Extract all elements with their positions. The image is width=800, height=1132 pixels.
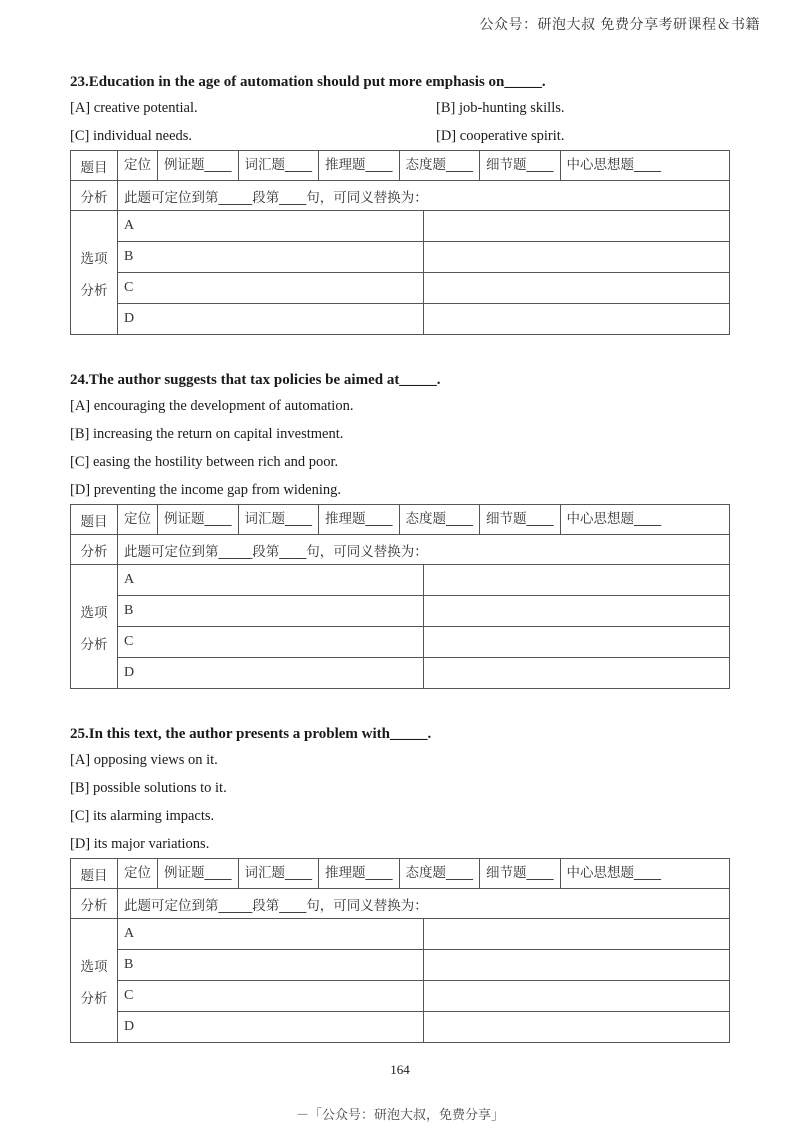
- type-inference[interactable]: 推理题____: [319, 859, 400, 888]
- option-letter-c: C: [118, 627, 424, 658]
- option-b: [B] job-hunting skills.: [436, 100, 565, 116]
- type-example[interactable]: 例证题____: [158, 859, 239, 888]
- option-analysis-a[interactable]: [424, 565, 730, 596]
- option-c: [C] individual needs.: [70, 128, 193, 144]
- label-option-analysis: 选项 分析: [71, 919, 118, 1043]
- analysis-table: [70, 504, 730, 689]
- option-analysis-b[interactable]: [424, 596, 730, 627]
- type-detail[interactable]: 细节题____: [480, 859, 561, 888]
- type-main-idea[interactable]: 中心思想题____: [566, 157, 661, 173]
- option-analysis-b[interactable]: [424, 242, 730, 273]
- option-analysis-c[interactable]: [424, 981, 730, 1012]
- type-locate: 定位: [118, 151, 158, 180]
- footer-watermark-note: －「公众号：研泡大叔，免费分享」: [295, 1108, 504, 1123]
- question-24: [70, 368, 730, 689]
- option-a: [A] creative potential.: [70, 100, 198, 116]
- option-letter-d: D: [118, 658, 424, 689]
- option-analysis-d[interactable]: [424, 658, 730, 689]
- option-d: [D] preventing the income gap from widening.: [70, 482, 341, 498]
- option-d: [D] its major variations.: [70, 836, 210, 852]
- question-title: 24.The author suggests that tax policies be aimed at_____.: [70, 372, 441, 388]
- option-letter-d: D: [118, 1012, 424, 1043]
- option-analysis-c[interactable]: [424, 627, 730, 658]
- type-example[interactable]: 例证题____: [158, 151, 239, 180]
- locate-prompt[interactable]: 此题可定位到第_____段第____句，可同义替换为：: [118, 889, 730, 919]
- option-letter-b: B: [118, 242, 424, 273]
- question-23: [70, 70, 730, 335]
- option-b: [B] possible solutions to it.: [70, 780, 227, 796]
- type-attitude[interactable]: 态度题____: [400, 151, 481, 180]
- option-letter-a: A: [118, 211, 424, 242]
- option-analysis-b[interactable]: [424, 950, 730, 981]
- type-detail[interactable]: 细节题____: [480, 505, 561, 534]
- type-detail[interactable]: 细节题____: [480, 151, 561, 180]
- locate-prompt[interactable]: 此题可定位到第_____段第____句，可同义替换为：: [118, 535, 730, 565]
- locate-prompt[interactable]: 此题可定位到第_____段第____句，可同义替换为：: [118, 181, 730, 211]
- option-letter-b: B: [118, 950, 424, 981]
- option-letter-a: A: [118, 919, 424, 950]
- option-letter-a: A: [118, 565, 424, 596]
- option-letter-c: C: [118, 981, 424, 1012]
- type-main-idea[interactable]: 中心思想题____: [566, 865, 661, 881]
- type-locate: 定位: [118, 505, 158, 534]
- type-inference[interactable]: 推理题____: [319, 505, 400, 534]
- analysis-table: [70, 150, 730, 335]
- option-letter-b: B: [118, 596, 424, 627]
- label-analysis: 分析: [71, 535, 118, 565]
- question-title: 23.Education in the age of automation should put more emphasis on_____.: [70, 74, 546, 90]
- label-question: 题目: [71, 505, 118, 535]
- option-c: [C] easing the hostility between rich and poor.: [70, 454, 339, 470]
- option-letter-d: D: [118, 304, 424, 335]
- type-inference[interactable]: 推理题____: [319, 151, 400, 180]
- label-option-analysis: 选项 分析: [71, 211, 118, 335]
- label-analysis: 分析: [71, 889, 118, 919]
- question-25: [70, 722, 730, 1043]
- type-example[interactable]: 例证题____: [158, 505, 239, 534]
- label-option-analysis: 选项 分析: [71, 565, 118, 689]
- option-analysis-d[interactable]: [424, 304, 730, 335]
- option-letter-c: C: [118, 273, 424, 304]
- type-attitude[interactable]: 态度题____: [400, 505, 481, 534]
- option-analysis-a[interactable]: [424, 919, 730, 950]
- option-a: [A] encouraging the development of automation.: [70, 398, 354, 414]
- header-watermark-note: 公众号：研泡大叔 免费分享考研课程＆书籍: [479, 17, 760, 33]
- type-vocabulary[interactable]: 词汇题____: [239, 151, 320, 180]
- type-locate: 定位: [118, 859, 158, 888]
- analysis-table: [70, 858, 730, 1043]
- option-d: [D] cooperative spirit.: [436, 128, 565, 144]
- question-title: 25.In this text, the author presents a problem with_____.: [70, 726, 432, 742]
- page-number: 164: [390, 1062, 410, 1077]
- option-c: [C] its alarming impacts.: [70, 808, 215, 824]
- label-analysis: 分析: [71, 181, 118, 211]
- type-vocabulary[interactable]: 词汇题____: [239, 505, 320, 534]
- label-question: 题目: [71, 859, 118, 889]
- type-attitude[interactable]: 态度题____: [400, 859, 481, 888]
- option-analysis-c[interactable]: [424, 273, 730, 304]
- option-analysis-d[interactable]: [424, 1012, 730, 1043]
- option-analysis-a[interactable]: [424, 211, 730, 242]
- type-main-idea[interactable]: 中心思想题____: [566, 511, 661, 527]
- option-b: [B] increasing the return on capital investment.: [70, 426, 344, 442]
- type-vocabulary[interactable]: 词汇题____: [239, 859, 320, 888]
- label-question: 题目: [71, 151, 118, 181]
- option-a: [A] opposing views on it.: [70, 752, 218, 768]
